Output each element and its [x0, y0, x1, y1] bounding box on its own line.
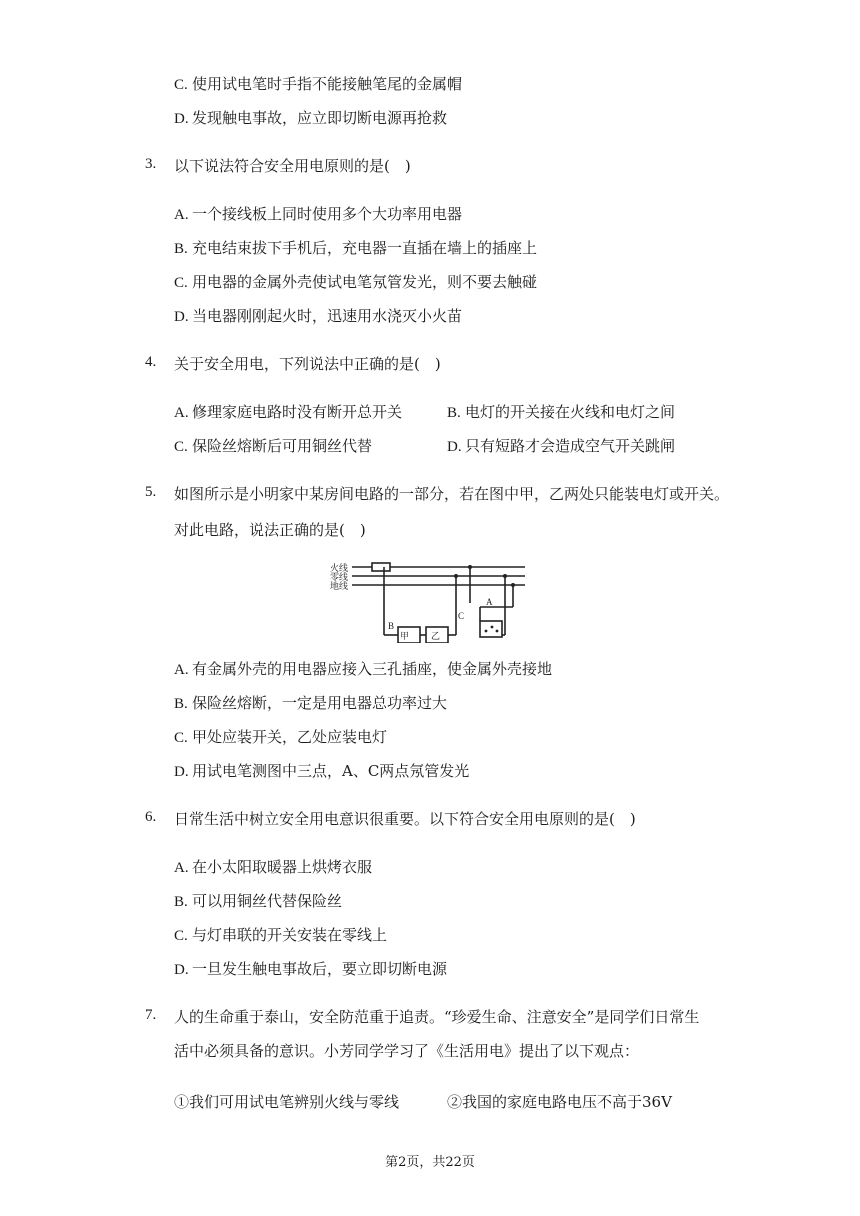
point-c-label: C [458, 611, 465, 621]
page-footer: 第2页，共22页 [385, 1155, 475, 1170]
option-b: B. 电灯的开关接在火线和电灯之间 [447, 403, 676, 421]
option-d: D. 发现触电事故，应立即切断电源再抢救 [174, 109, 448, 127]
option-c: C. 保险丝熔断后可用铜丝代替 [174, 437, 373, 455]
question-stem: 以下说法符合安全用电原则的是( ) [174, 157, 411, 175]
question-stem-continued: 活中必须具备的意识。小芳同学学习了《生活用电》提出了以下观点： [174, 1042, 640, 1060]
viewpoint-2: ②我国的家庭电路电压不高于36V [447, 1093, 672, 1111]
option-c: C. 与灯串联的开关安装在零线上 [174, 926, 388, 944]
question-number: 3. [145, 156, 157, 172]
ground-wire-label: 地线 [330, 581, 349, 591]
circuit-diagram [330, 557, 530, 647]
fuse-icon [372, 563, 390, 571]
question-stem: 日常生活中树立安全用电意识很重要。以下符合安全用电原则的是( ) [174, 810, 636, 828]
question-stem: 人的生命重于泰山，安全防范重于追责。“珍爱生命、注意安全”是同学们日常生 [174, 1008, 700, 1026]
option-c: C. 甲处应装开关，乙处应装电灯 [174, 728, 388, 746]
socket-icon [480, 621, 502, 637]
yi-label: 乙 [431, 631, 441, 641]
question-number: 5. [145, 484, 157, 500]
option-b: B. 保险丝熔断，一定是用电器总功率过大 [174, 694, 448, 712]
question-number: 4. [145, 354, 157, 370]
question-number: 7. [145, 1007, 157, 1023]
option-b: B. 充电结束拔下手机后，充电器一直插在墙上的插座上 [174, 239, 538, 257]
option-a: A. 一个接线板上同时使用多个大功率用电器 [174, 205, 463, 223]
point-a-label: A [486, 597, 493, 607]
live-wire-label: 火线 [330, 563, 349, 573]
neutral-wire-label: 零线 [330, 572, 349, 582]
option-d: D. 当电器刚刚起火时，迅速用水浇灭小火苗 [174, 307, 463, 325]
option-c: C. 使用试电笔时手指不能接触笔尾的金属帽 [174, 75, 463, 93]
question-stem: 如图所示是小明家中某房间电路的一部分，若在图中甲，乙两处只能装电灯或开关。 [174, 485, 730, 503]
question-stem: 关于安全用电，下列说法中正确的是( ) [174, 355, 441, 373]
option-b: B. 可以用铜丝代替保险丝 [174, 892, 343, 910]
option-d: D. 只有短路才会造成空气开关跳闸 [447, 437, 676, 455]
question-stem-continued: 对此电路，说法正确的是( ) [174, 521, 366, 539]
option-c: C. 用电器的金属外壳使试电笔氖管发光，则不要去触碰 [174, 273, 538, 291]
option-a: A. 在小太阳取暖器上烘烤衣服 [174, 858, 373, 876]
question-number: 6. [145, 809, 157, 825]
point-b-label: B [388, 621, 395, 631]
jia-label: 甲 [400, 631, 410, 641]
option-d: D. 一旦发生触电事故后，要立即切断电源 [174, 960, 448, 978]
option-d: D. 用试电笔测图中三点，A、C两点氖管发光 [174, 762, 470, 780]
option-a: A. 有金属外壳的用电器应接入三孔插座，使金属外壳接地 [174, 660, 553, 678]
option-a: A. 修理家庭电路时没有断开总开关 [174, 403, 403, 421]
viewpoint-1: ①我们可用试电笔辨别火线与零线 [174, 1093, 400, 1111]
